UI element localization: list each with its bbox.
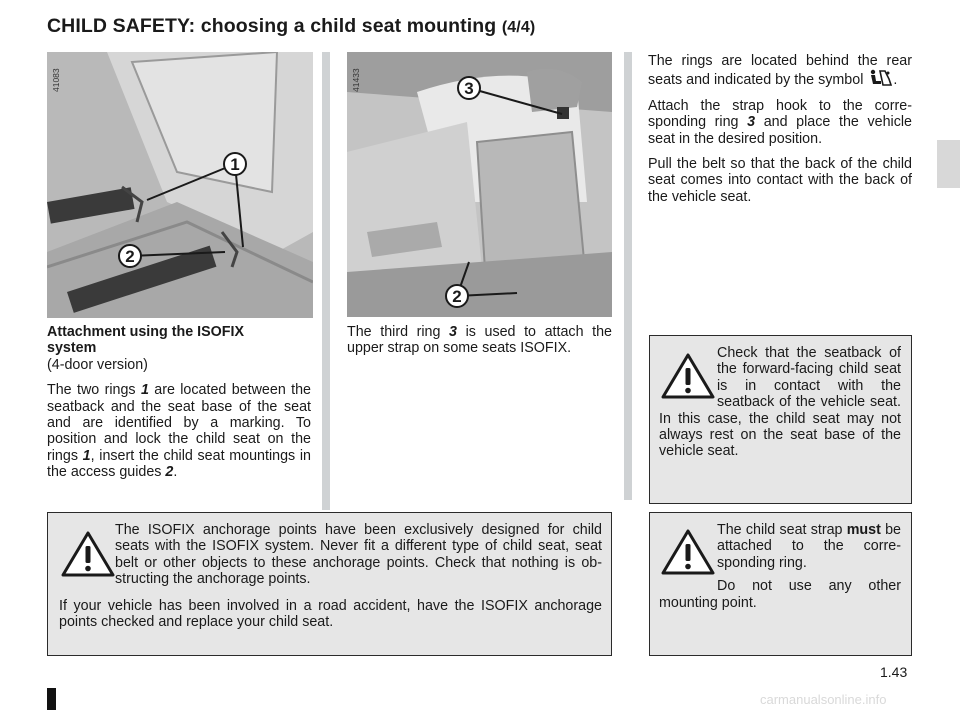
emphasis-must: must [846, 522, 881, 538]
right-column-text [648, 53, 912, 214]
watermark-text: carmanualsonline.info [760, 692, 887, 707]
warning-text-isofix-2: If your vehicle has been involved in a road accident, have the ISOFIX anchorage points checked and replace your child seat. [59, 598, 602, 631]
left-column-text [47, 324, 311, 490]
text-run: , insert the child seat mountings in the access guides [47, 447, 311, 481]
isofix-description [47, 382, 311, 480]
callout-1-left-label: 1 [230, 155, 240, 174]
callout-2-middle-label: 2 [452, 287, 462, 306]
ref-guide-2: 2 [165, 464, 174, 481]
column-divider-left [322, 52, 330, 510]
rings-location-paragraph [648, 53, 912, 89]
ref-ring-3: 3 [449, 324, 457, 340]
section-tab [937, 140, 960, 188]
ref-ring-1: 1 [140, 382, 149, 399]
pull-belt-paragraph: Pull the belt so that the back of the child seat comes into contact with the back of the vehicle seat. [648, 156, 912, 205]
attach-strap-paragraph [648, 98, 912, 147]
warning-text-isofix-1: The ISOFIX anchorage points have been exclusively designed for child seats with the ISOFIX system. Never fit a different type of child seat, seat belt or other objects to these anchorage points. Check that nothing is ob-structing the anchorage points. [115, 522, 602, 588]
page-part-indicator: (4/4) [501, 19, 536, 36]
warning-text-seatback [659, 345, 901, 460]
page-title [47, 15, 535, 38]
text-run: be attached to the corre-sponding ring. [717, 522, 901, 571]
text-run: Check that the seatback of the forward-facing child seat is in contact with the seatback of the vehicle seat. In this case, the child seat may not always rest on the seat base of the vehicle seat. [659, 345, 901, 460]
section-subheading: (4-door version) [47, 356, 148, 373]
text-run: The child seat strap [717, 522, 847, 538]
callouts-left [47, 52, 313, 318]
ref-ring-1: 1 [82, 447, 91, 464]
warning-text-strap [659, 522, 901, 618]
warning-triangle-icon [60, 530, 116, 578]
text-run: The third ring [347, 324, 450, 340]
section-heading: Attachment using the ISOFIX system [47, 324, 244, 357]
callout-3-middle-label: 3 [464, 79, 474, 98]
middle-column-text [347, 324, 612, 366]
text-run: is used to attach the upper strap on some seats ISOFIX. [347, 324, 612, 357]
callouts-middle [347, 52, 612, 317]
text-run: and place the vehicle seat in the desired position. [648, 114, 912, 147]
icon-spacer [659, 345, 717, 409]
page-title-text: CHILD SAFETY: choosing a child seat mounting [47, 15, 497, 37]
child-seat-anchor-icon [867, 69, 893, 87]
page-number: 1.43 [880, 664, 908, 680]
isofix-rings-illustration [47, 52, 313, 318]
callout-2-left-label: 2 [125, 247, 135, 266]
image-code-middle: 41433 [351, 68, 361, 92]
text-run: . [173, 464, 178, 481]
icon-spacer [659, 522, 717, 584]
text-run: . [893, 72, 898, 89]
warning-box-strap [649, 512, 912, 656]
text-run: are located between the seatback and the seat base of the seat and are identified by a marking. To position and lock the child seat on the rings [47, 382, 311, 464]
text-run: The rings are located behind the rear seats and indicated by the symbol [648, 53, 912, 89]
third-ring-description [347, 324, 612, 357]
ref-ring-3: 3 [747, 114, 756, 131]
page-corner-mark [47, 688, 56, 710]
warning-box-isofix [47, 512, 612, 656]
warning-box-seatback [649, 335, 912, 504]
text-run: Attach the strap hook to the corre-sponding ring [648, 97, 912, 131]
column-divider-right [624, 52, 632, 500]
no-other-point-paragraph: Do not use any other mounting point. [659, 578, 901, 611]
image-code-left: 41083 [51, 68, 61, 92]
third-ring-illustration [347, 52, 612, 317]
text-run: The two rings [47, 382, 141, 399]
